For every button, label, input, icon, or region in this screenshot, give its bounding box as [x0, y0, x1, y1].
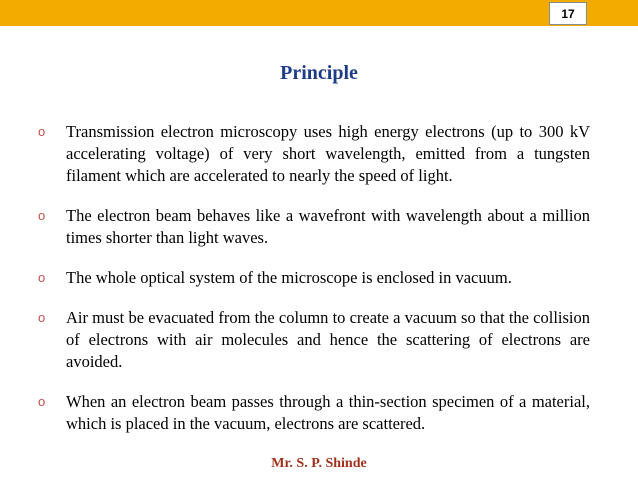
bullet-marker: o — [38, 124, 46, 139]
bullet-text: The whole optical system of the microscope is enclosed in vacuum. — [66, 268, 512, 287]
list-item — [38, 307, 590, 373]
bullet-text: When an electron beam passes through a thin-section specimen of a material, which is placed in the vacuum, electrons are scattered. — [66, 392, 590, 433]
list-item — [38, 391, 590, 435]
bullet-marker: o — [38, 270, 46, 285]
bullet-marker: o — [38, 394, 46, 409]
slide-title: Principle — [280, 62, 358, 84]
list-item — [38, 121, 590, 187]
header-bar — [0, 0, 638, 26]
bullet-text: The electron beam behaves like a wavefront with wavelength about a million times shorter than light waves. — [66, 206, 590, 247]
bullet-marker: o — [38, 310, 46, 325]
bullet-marker: o — [38, 208, 46, 223]
list-item — [38, 205, 590, 249]
bullet-list — [38, 121, 590, 453]
list-item — [38, 267, 590, 289]
bullet-text: Air must be evacuated from the column to create a vacuum so that the collision of electrons with air molecules and hence the scattering of electrons are avoided. — [66, 308, 590, 371]
author-footer: Mr. S. P. Shinde — [271, 456, 367, 471]
bullet-text: Transmission electron microscopy uses high energy electrons (up to 300 kV accelerating voltage) of very short wavelength, emitted from a tungsten filament which are accelerated to nearly the speed of light. — [66, 122, 590, 185]
page-number: 17 — [549, 2, 587, 25]
